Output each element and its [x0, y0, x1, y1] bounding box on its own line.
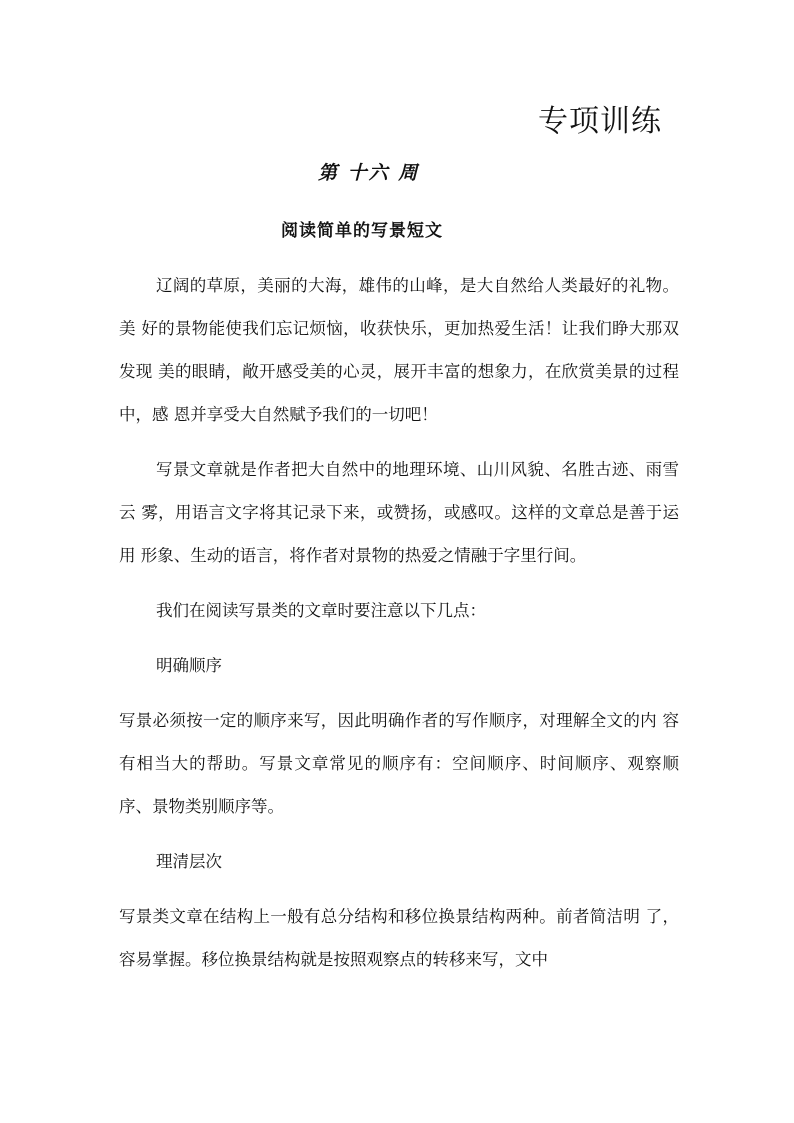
week-label: 第 十六 周 — [318, 162, 420, 184]
section-text-order: 写景必须按一定的顺序来写，因此明确作者的写作顺序，对理解全文的内 容有相当大的帮助。写景文章常见的顺序有：空间顺序、时间顺序、观察顺 序、景物类别顺序等。 — [119, 711, 679, 816]
points-intro-paragraph: 我们在阅读写景类的文章时要注意以下几点： — [156, 601, 486, 620]
article-heading: 阅读简单的写景短文 — [281, 221, 443, 241]
section-title-structure: 理清层次 — [156, 852, 222, 871]
corner-title: 专项训练 — [538, 104, 662, 139]
section-title-order: 明确顺序 — [156, 656, 222, 675]
intro-paragraph: 辽阔的草原，美丽的大海，雄伟的山峰，是大自然给人类最好的礼物。美 好的景物能使我们忘记烦恼，收获快乐，更加热爱生活！让我们睁大那双发现 美的眼睛，敞开感受美的心灵，展开丰富的想象力，在欣赏美景的过程中，感 恩并享受大自然赋予我们的一切吧！ — [119, 276, 679, 424]
article-body — [119, 264, 679, 993]
section-text-structure: 写景类文章在结构上一般有总分结构和移位换景结构两种。前者简洁明 了，容易掌握。移位换景结构就是按照观察点的转移来写，文中 — [119, 907, 679, 969]
definition-paragraph: 写景文章就是作者把大自然中的地理环境、山川风貌、名胜古迹、雨雪云 雾，用语言文字将其记录下来，或赞扬，或感叹。这样的文章总是善于运用 形象、生动的语言，将作者对景物的热爱之情融于字里行间。 — [119, 460, 679, 565]
